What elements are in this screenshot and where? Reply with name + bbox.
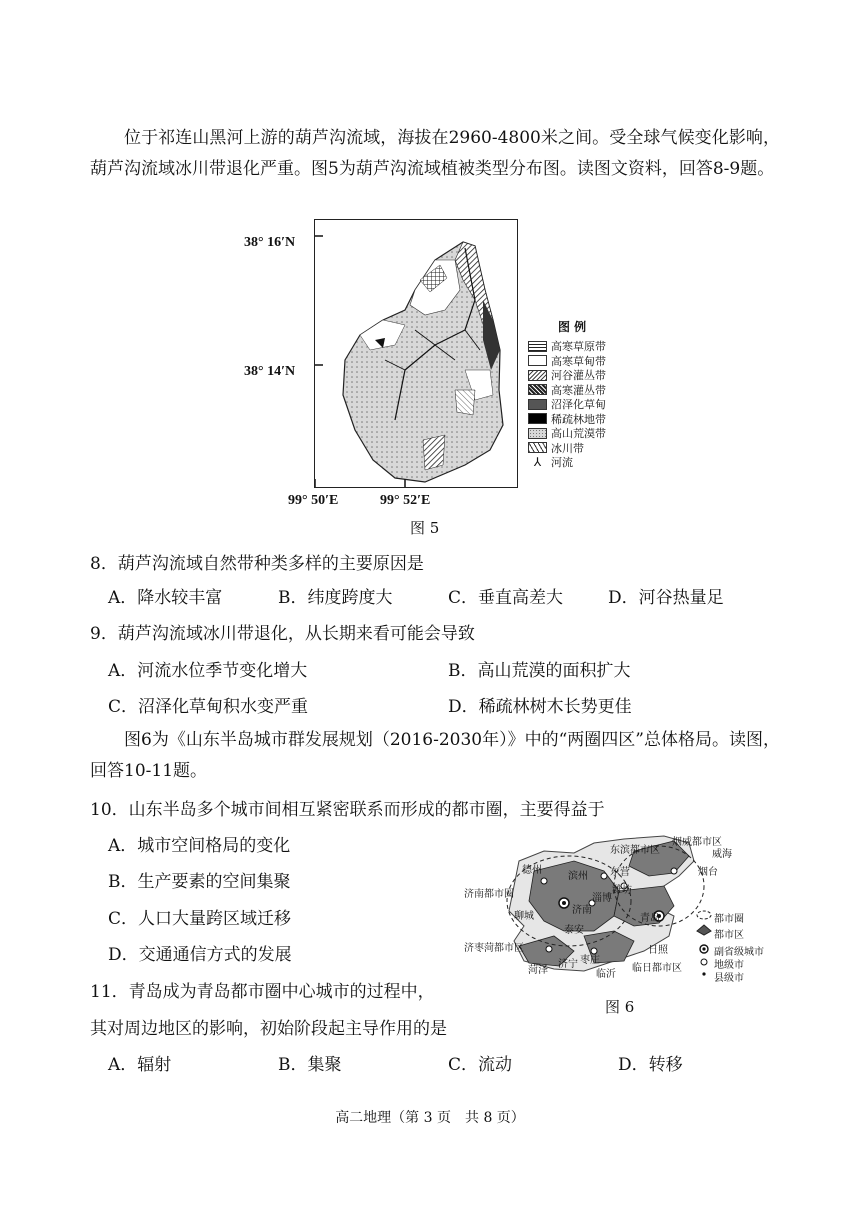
fig5-lon-left: 99° 50′E <box>288 493 339 508</box>
q11-option-b: B．集聚 <box>278 1055 342 1075</box>
river-icon: ⅄ <box>533 455 542 470</box>
fig5-lat-top: 38° 16′N <box>244 235 296 250</box>
fig6-label-liaocheng: 聊城 <box>514 911 534 922</box>
fig6-map <box>464 831 764 984</box>
legend-item-grid <box>528 339 628 354</box>
legend-label: 高山荒漠带 <box>551 427 606 441</box>
q9-option-c: C．沼泽化草甸积水变严重 <box>108 697 309 717</box>
legend-label: 稀疏林地带 <box>551 412 606 426</box>
q11-option-d: D．转移 <box>618 1055 683 1075</box>
fig5-legend <box>528 318 628 470</box>
q8-option-a: A．降水较丰富 <box>108 588 223 608</box>
fig6-label-linyi: 临沂 <box>596 969 616 980</box>
fig5-lon-right: 99° 52′E <box>380 493 431 508</box>
fig6-label-qingdao: 青岛 <box>640 913 660 924</box>
page-footer: 高二地理（第 3 页 共 8 页） <box>335 1110 525 1126</box>
q8-option-b: B．纬度跨度大 <box>278 588 393 608</box>
legend-swatch <box>528 428 547 439</box>
fig5-lat-mid: 38° 14′N <box>244 364 296 379</box>
q10-option-d: D．交通通信方式的发展 <box>108 945 292 965</box>
fig5-caption: 图 5 <box>410 519 440 537</box>
legend-swatch <box>528 341 547 352</box>
fig6-legend-sub-provincial: 副省级城市 <box>714 947 764 958</box>
fig6-label-weifang: 潍坊 <box>612 885 632 896</box>
q10-option-c: C．人口大量跨区域迁移 <box>108 909 292 929</box>
fig6-label-jizaohe: 济枣菏都市区 <box>464 943 524 954</box>
legend-item-wave <box>528 441 628 456</box>
q8-stem: 8．葫芦沟流域自然带种类多样的主要原因是 <box>90 554 424 574</box>
fig5-map-frame <box>314 219 518 488</box>
fig6-label-dongying: 东营 <box>610 867 630 878</box>
legend-item-dots <box>528 426 628 441</box>
legend-swatch <box>528 370 547 381</box>
fig6-label-dongbin: 东滨都市区 <box>610 845 660 856</box>
fig6-label-jinan-circle: 济南都市圈 <box>464 889 514 900</box>
legend-swatch <box>528 413 547 424</box>
legend-label: 河流 <box>551 456 573 470</box>
fig6-caption: 图 6 <box>605 998 635 1016</box>
q10-stem: 10．山东半岛多个城市间相互紧密联系而形成的都市圈，主要得益于 <box>90 800 605 820</box>
fig6-label-weihai: 威海 <box>712 849 732 860</box>
fig6-legend-county: 县级市 <box>714 973 744 984</box>
fig6-label-zaozhuang: 枣庄 <box>580 955 600 966</box>
fig5-legend-title: 图 例 <box>558 320 587 334</box>
fig6-label-linri: 临日都市区 <box>632 963 682 974</box>
q11-option-c: C．流动 <box>448 1055 513 1075</box>
q10-option-a: A．城市空间格局的变化 <box>108 836 291 856</box>
q9-stem: 9．葫芦沟流域冰川带退化，从长期来看可能会导致 <box>90 624 475 644</box>
intro-paragraph-2: 图6为《山东半岛城市群发展规划（2016-2030年）》中的“两圈四区”总体格局。读图，回答10-11题。 <box>90 730 780 781</box>
legend-swatch <box>528 355 547 366</box>
fig6-label-rizhao: 日照 <box>648 945 668 956</box>
q11-stem-line2: 其对周边地区的影响，初始阶段起主导作用的是 <box>90 1019 447 1039</box>
legend-item-river <box>528 455 628 470</box>
q9-option-b: B．高山荒漠的面积扩大 <box>448 661 631 681</box>
legend-label: 高寒灌丛带 <box>551 383 606 397</box>
legend-label: 高寒草原带 <box>551 340 606 354</box>
intro-paragraph-1: 位于祁连山黑河上游的葫芦沟流域，海拔在2960-4800米之间。受全球气候变化影响，葫芦沟流域冰川带退化严重。图5为葫芦沟流域植被类型分布图。读图文资料，回答8-9题。 <box>90 128 780 179</box>
legend-swatch <box>528 384 547 395</box>
fig6-label-taian: 泰安 <box>564 925 584 936</box>
fig6-legend-prefecture: 地级市 <box>714 960 744 971</box>
legend-swatch <box>528 399 547 410</box>
legend-item-hatch-dense <box>528 383 628 398</box>
legend-label: 高寒草甸带 <box>551 354 606 368</box>
fig6-legend-metro-circle: 都市圈 <box>714 914 744 925</box>
fig6-label-yanwei: 烟威都市区 <box>672 837 722 848</box>
legend-item-dark-gray <box>528 397 628 412</box>
legend-item-blank <box>528 354 628 369</box>
legend-item-black <box>528 412 628 427</box>
q11-option-a: A．辐射 <box>108 1055 172 1075</box>
legend-label: 冰川带 <box>551 441 584 455</box>
legend-label: 河谷灌丛带 <box>551 369 606 383</box>
q8-option-d: D．河谷热量足 <box>608 588 724 608</box>
q10-option-b: B．生产要素的空间集聚 <box>108 872 291 892</box>
q11-stem-line1: 11．青岛成为青岛都市圈中心城市的过程中， <box>90 982 435 1002</box>
fig6-label-yantai: 烟台 <box>698 867 718 878</box>
legend-label: 沼泽化草甸 <box>551 398 606 412</box>
q9-option-d: D．稀疏林树木长势更佳 <box>448 697 632 717</box>
fig6-label-dezhou: 德州 <box>522 865 542 876</box>
fig6-label-jining: 济宁 <box>558 959 578 970</box>
fig6-label-zibo: 淄博 <box>592 893 612 904</box>
legend-item-hatch-light <box>528 368 628 383</box>
legend-swatch <box>528 442 547 453</box>
q8-option-c: C．垂直高差大 <box>448 588 564 608</box>
fig6-label-jinan: 济南 <box>572 905 592 916</box>
fig6-label-heze: 菏泽 <box>528 965 548 976</box>
q9-option-a: A．河流水位季节变化增大 <box>108 661 308 681</box>
fig5-vegetation-map <box>315 220 517 487</box>
fig6-legend-metro-area: 都市区 <box>714 930 744 941</box>
fig6-label-binzhou: 滨州 <box>568 871 588 882</box>
